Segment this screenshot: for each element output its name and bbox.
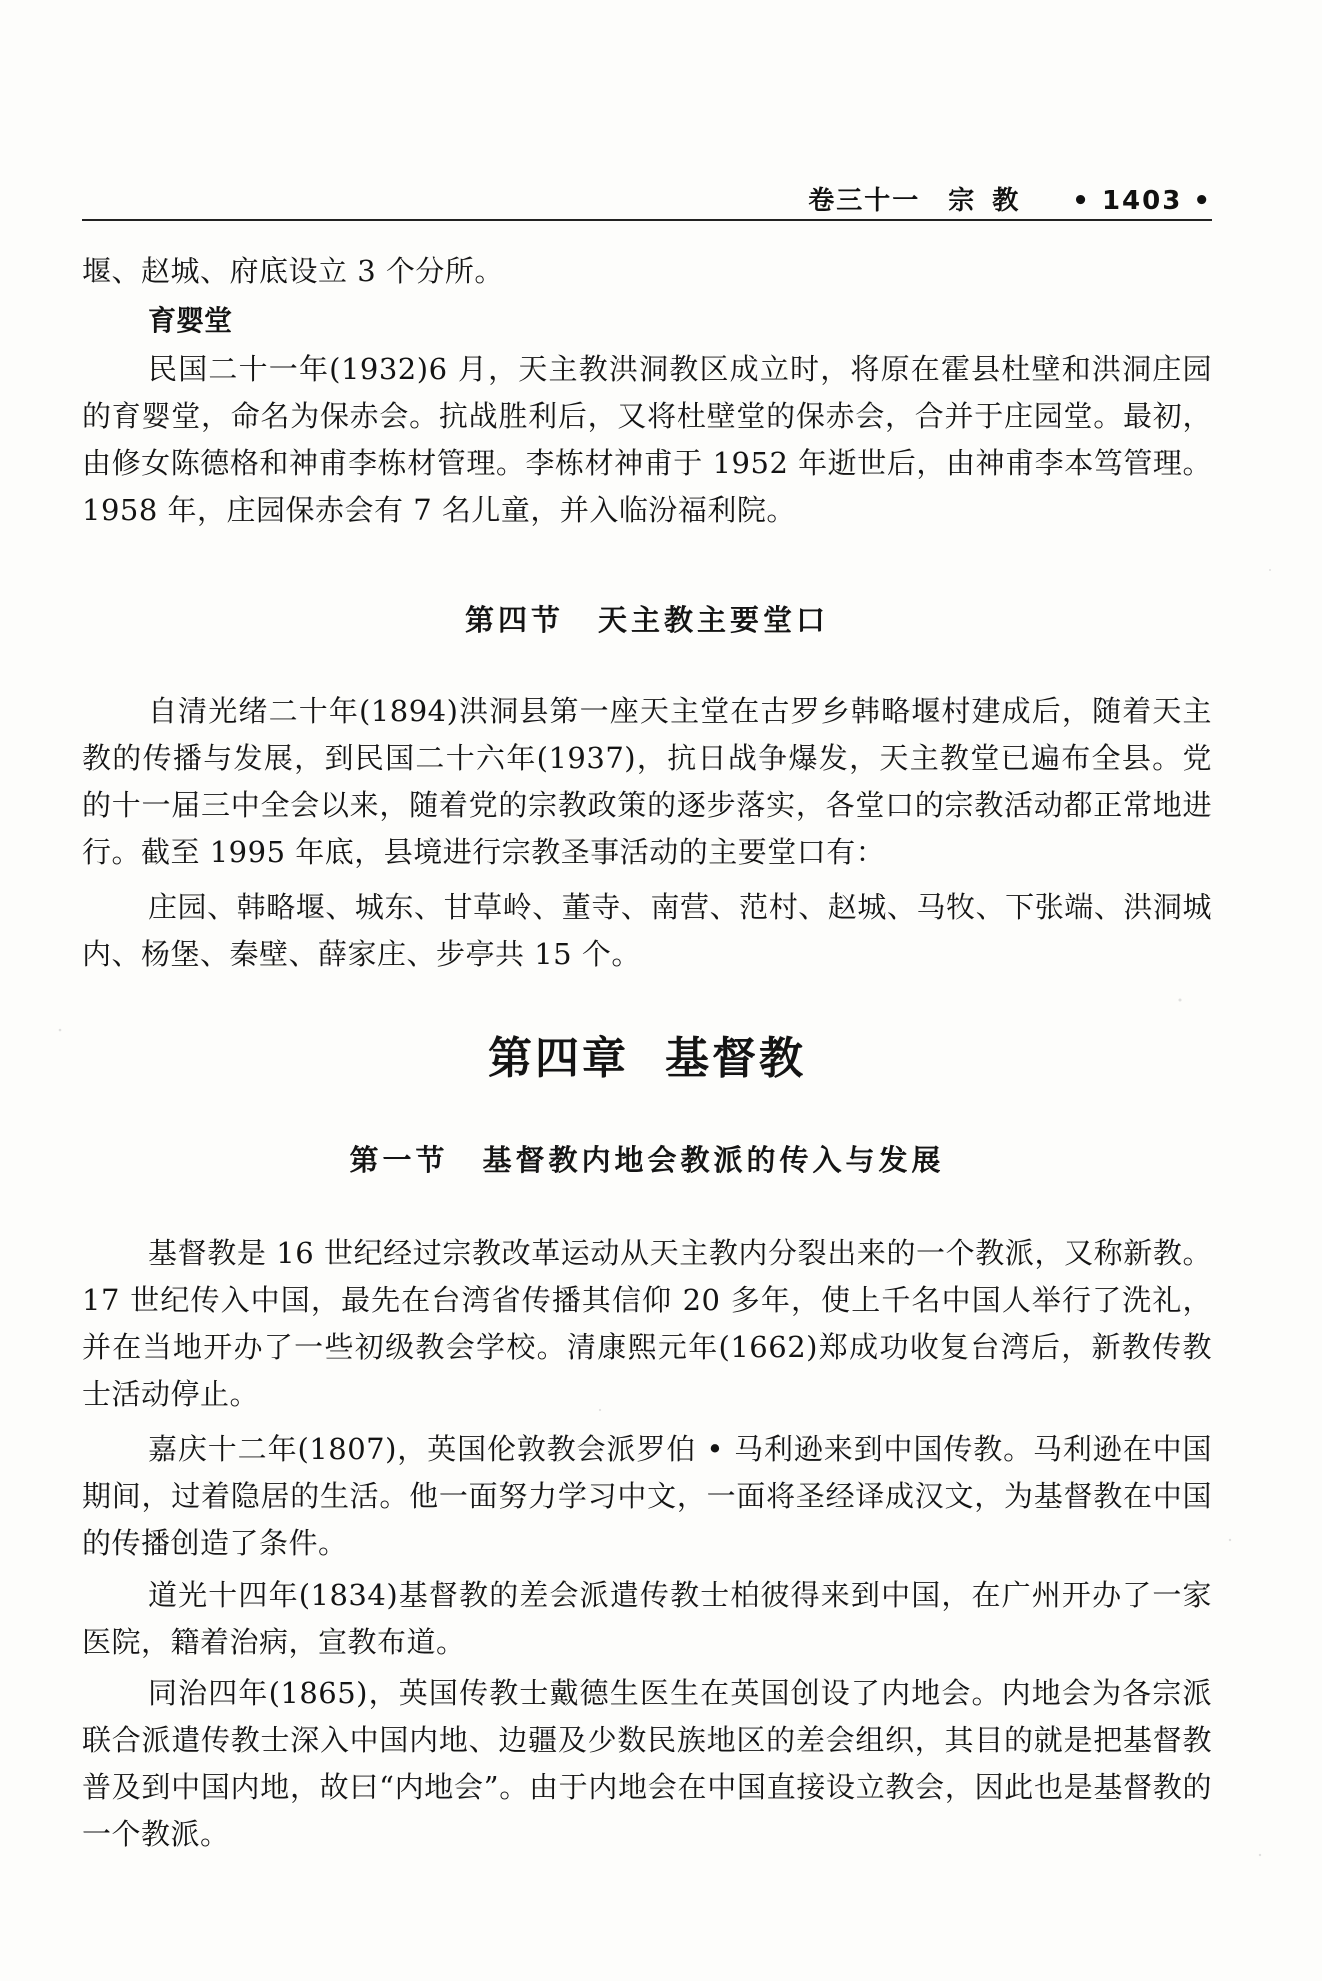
protestant-intro-paragraph: 基督教是 16 世纪经过宗教改革运动从天主教内分裂出来的一个教派，又称新教。17 世纪传入中国，最先在台湾省传播其信仰 20 多年，使上千名中国人举行了洗礼，并在当地开办了一些初级教会学校。清康熙元年(1662)郑成功收复台湾后，新教传教士活动停止。 (82, 1236, 1212, 1411)
section-four-title (82, 600, 1212, 640)
chapter-title (82, 1031, 1212, 1087)
section-one-number: 第一节 (349, 1143, 449, 1177)
page-number: • 1403 • (1072, 186, 1212, 216)
header-rule (82, 219, 1212, 221)
section-four-text: 天主教主要堂口 (598, 603, 830, 637)
churches-paragraph: 自清光绪二十年(1894)洪洞县第一座天主堂在古罗乡韩略堰村建成后，随着天主教的传播与发展，到民国二十六年(1937)，抗日战争爆发，天主教堂已遍布全县。党的十一届三中全会以来，随着党的宗教政策的逐步落实，各堂口的宗教活动都正常地进行。截至 1995 年底，县境进行宗教圣事活动的主要堂口有： (82, 694, 1212, 869)
header-volume: 卷三十一 (808, 186, 921, 216)
orphanage-heading: 育婴堂 (148, 304, 233, 337)
header-section: 宗教 (948, 186, 1037, 216)
orphanage-paragraph: 民国二十一年(1932)6 月，天主教洪洞教区成立时，将原在霍县杜壁和洪洞庄园的育婴堂，命名为保赤会。抗战胜利后，又将杜壁堂的保赤会，合并于庄园堂。最初，由修女陈德格和神甫李栋材管理。李栋材神甫于 1952 年逝世后，由神甫李本笃管理。1958 年，庄园保赤会有 7 名儿童，并入临汾福利院。 (82, 352, 1212, 527)
churches-list-paragraph: 庄园、韩略堰、城东、甘草岭、董寺、南营、范村、赵城、马牧、下张端、洪洞城内、杨堡、秦壁、薛家庄、步亭共 15 个。 (82, 890, 1212, 971)
chapter-name: 基督教 (665, 1033, 806, 1084)
inland-mission-paragraph: 同治四年(1865)，英国传教士戴德生医生在英国创设了内地会。内地会为各宗派联合派遣传教士深入中国内地、边疆及少数民族地区的差会组织，其目的就是把基督教普及到中国内地，故曰“内地会”。由于内地会在中国直接设立教会，因此也是基督教的一个教派。 (82, 1676, 1212, 1851)
section-four-number: 第四节 (464, 603, 564, 637)
chapter-number: 第四章 (488, 1033, 629, 1084)
morrison-paragraph: 嘉庆十二年(1807)，英国伦敦教会派罗伯 • 马利逊来到中国传教。马利逊在中国期间，过着隐居的生活。他一面努力学习中文，一面将圣经译成汉文，为基督教在中国的传播创造了条件。 (82, 1432, 1212, 1560)
running-header (82, 180, 1212, 220)
parker-paragraph: 道光十四年(1834)基督教的差会派遣传教士柏彼得来到中国，在广州开办了一家医院，籍着治病，宣教布道。 (82, 1578, 1212, 1659)
section-one-title (82, 1140, 1212, 1180)
section-one-text: 基督教内地会教派的传入与发展 (482, 1143, 945, 1177)
continuation-paragraph: 堰、赵城、府底设立 3 个分所。 (82, 254, 504, 288)
